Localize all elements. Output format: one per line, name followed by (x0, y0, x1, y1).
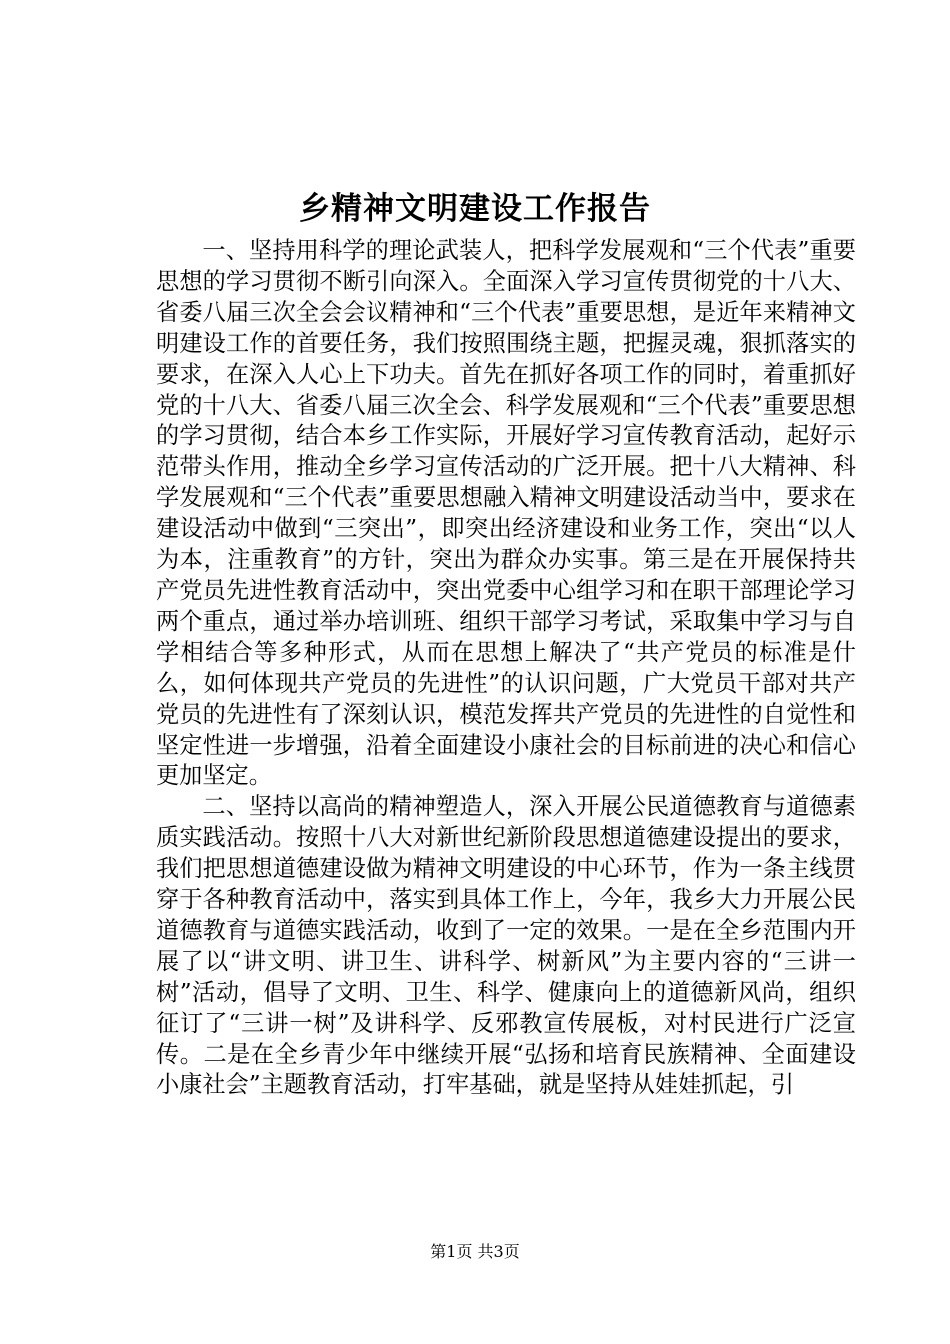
paragraph-1: 一、坚持用科学的理论武装人，把科学发展观和“三个代表”重要思想的学习贯彻不断引向深入。全面深入学习宣传贯彻党的十八大、省委八届三次全会会议精神和“三个代表”重要思想，是近年来精神文明建设工作的首要任务，我们按照围绕主题，把握灵魂，狠抓落实的要求，在深入人心上下功夫。首先在抓好各项工作的同时，着重抓好党的十八大、省委八届三次全会、科学发展观和“三个代表”重要思想的学习贯彻，结合本乡工作实际，开展好学习宣传教育活动，起好示范带头作用，推动全乡学习宣传活动的广泛开展。把十八大精神、科学发展观和“三个代表”重要思想融入精神文明建设活动当中，要求在建设活动中做到“三突出”，即突出经济建设和业务工作，突出“以人为本，注重教育”的方针，突出为群众办实事。第三是在开展保持共产党员先进性教育活动中，突出党委中心组学习和在职干部理论学习两个重点，通过举办培训班、组织干部学习考试，采取集中学习与自学相结合等多种形式，从而在思想上解决了“共产党员的标准是什么，如何体现共产党员的先进性”的认识问题，广大党员干部对共产党员的先进性有了深刻认识，模范发挥共产党员的先进性的自觉性和坚定性进一步增强，沿着全面建设小康社会的目标前进的决心和信心更加坚定。 (156, 237, 856, 790)
document-body (156, 236, 856, 1101)
page-number-footer: 第1页 共3页 (430, 1242, 520, 1261)
document-title: 乡精神文明建设工作报告 (299, 191, 651, 227)
paragraph-2: 二、坚持以高尚的精神塑造人，深入开展公民道德教育与道德素质实践活动。按照十八大对新世纪新阶段思想道德建设提出的要求，我们把思想道德建设做为精神文明建设的中心环节，作为一条主线贯穿于各种教育活动中，落实到具体工作上，今年，我乡大力开展公民道德教育与道德实践活动，收到了一定的效果。一是在全乡范围内开展了以“讲文明、讲卫生、讲科学、树新风”为主要内容的“三讲一树”活动，倡导了文明、卫生、科学、健康向上的道德新风尚，组织征订了“三讲一树”及讲科学、反邪教宣传展板，对村民进行广泛宣传。二是在全乡青少年中继续开展“弘扬和培育民族精神、全面建设小康社会”主题教育活动，打牢基础，就是坚持从娃娃抓起，引 (156, 793, 856, 1099)
